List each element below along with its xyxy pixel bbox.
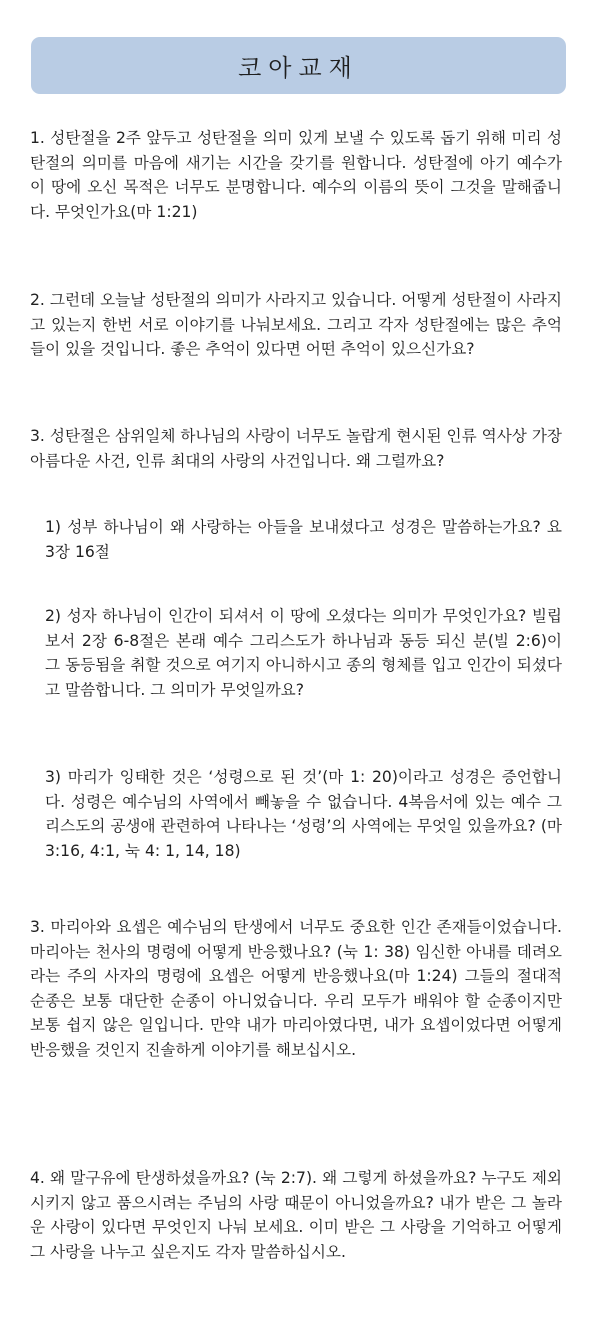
question-4: 4. 왜 말구유에 탄생하셨을까요? (눅 2:7). 왜 그렇게 하셨을까요? 누구도 제외시키지 않고 품으시려는 주님의 사랑 때문이 아니었을까요? 내가 받은 그 놀라운 사랑이 있다면 무엇인지 나눠 보세요. 이미 받은 그 사랑을 기억하고 어떻게 그 사랑을 나누고 싶은지도 각자 말씀하십시오. — [30, 1169, 562, 1261]
title-banner — [31, 37, 566, 94]
sub-question-3-2: 2) 성자 하나님이 인간이 되셔서 이 땅에 오셨다는 의미가 무엇인가요? 빌립보서 2장 6-8절은 본래 예수 그리스도가 하나님과 동등 되신 분(빌 2:6)이 그 동등됨을 취할 것으로 여기지 아니하시고 종의 형체를 입고 인간이 되셨다고 말씀합니다. 그 의미가 무엇일까요? — [45, 607, 562, 699]
question-3b: 3. 마리아와 요셉은 예수님의 탄생에서 너무도 중요한 인간 존재들이었습니다. 마리아는 천사의 명령에 어떻게 반응했나요? (눅 1: 38) 임신한 아내를 데려오라는 주의 사자의 명령에 요셉은 어떻게 반응했나요(마 1:24) 그들의 절대적 순종은 보통 대단한 순종이 아니었습니다. 우리 모두가 배워야 할 순종이지만 보통 쉽지 않은 일입니다. 만약 내가 마리아였다면, 내가 요셉이었다면 어떻게 반응했을 것인지 진솔하게 이야기를 해보십시오. — [30, 918, 562, 1059]
page-title: 코아교재 — [238, 54, 359, 82]
question-3: 3. 성탄절은 삼위일체 하나님의 사랑이 너무도 놀랍게 현시된 인류 역사상 가장 아름다운 사건, 인류 최대의 사랑의 사건입니다. 왜 그럴까요? — [30, 427, 562, 470]
sub-question-3-1: 1) 성부 하나님이 왜 사랑하는 아들을 보내셨다고 성경은 말씀하는가요? 요 3장 16절 — [45, 518, 562, 561]
sub-question-3-3: 3) 마리가 잉태한 것은 ‘성령으로 된 것’(마 1: 20)이라고 성경은 증언합니다. 성령은 예수님의 사역에서 빼놓을 수 없습니다. 4복음서에 있는 예수 그리스도의 공생애 관련하여 나타나는 ‘성령’의 사역에는 무엇일 있을까요? (마 3:16, 4:1, 눅 4: 1, 14, 18) — [45, 768, 562, 860]
question-1: 1. 성탄절을 2주 앞두고 성탄절을 의미 있게 보낼 수 있도록 돕기 위해 미리 성탄절의 의미를 마음에 새기는 시간을 갖기를 원합니다. 성탄절에 아기 예수가 이 땅에 오신 목적은 너무도 분명합니다. 예수의 이름의 뜻이 그것을 말해줍니다. 무엇인가요(마 1:21) — [30, 129, 562, 221]
question-2: 2. 그런데 오늘날 성탄절의 의미가 사라지고 있습니다. 어떻게 성탄절이 사라지고 있는지 한번 서로 이야기를 나눠보세요. 그리고 각자 성탄절에는 많은 추억들이 있을 것입니다. 좋은 추억이 있다면 어떤 추억이 있으신가요? — [30, 291, 562, 358]
